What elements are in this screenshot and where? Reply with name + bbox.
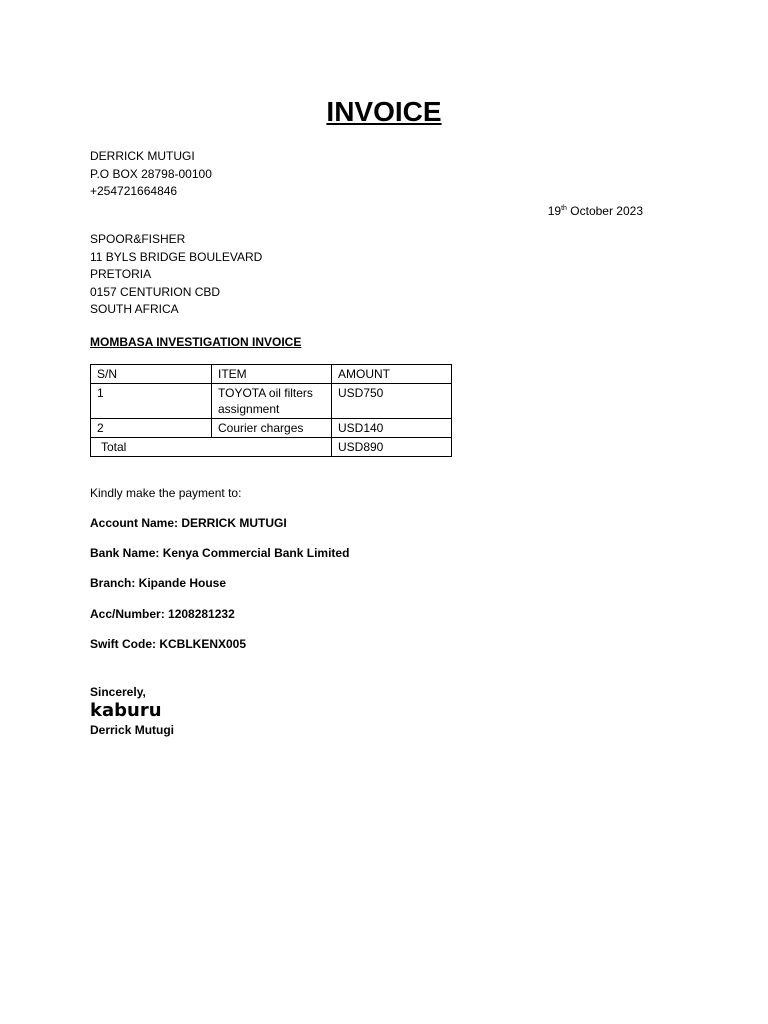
recipient-line-5: SOUTH AFRICA — [90, 302, 179, 316]
signature: kaburu — [90, 700, 162, 721]
bank-name: Bank Name: Kenya Commercial Bank Limited — [90, 546, 350, 560]
recipient-address — [90, 231, 262, 319]
row-1-sn: 1 — [91, 384, 212, 419]
recipient-line-1: SPOOR&FISHER — [90, 232, 186, 246]
row-1-item: TOYOTA oil filters assignment — [212, 384, 332, 419]
branch: Branch: Kipande House — [90, 576, 227, 590]
sender-po-box: P.O BOX 28798-00100 — [90, 166, 212, 181]
recipient-line-3: PRETORIA — [90, 267, 152, 281]
recipient-line-2: 11 BYLS BRIDGE BOULEVARD — [90, 249, 263, 264]
closing-sincerely: Sincerely, — [90, 685, 146, 699]
invoice-subject: MOMBASA INVESTIGATION INVOICE — [90, 335, 302, 349]
row-1-amount: USD750 — [332, 384, 452, 419]
invoice-date — [548, 200, 643, 220]
account-number: Acc/Number: 1208281232 — [90, 607, 235, 621]
table-header-row — [91, 365, 452, 384]
header-sn: S/N — [91, 365, 212, 384]
header-amount: AMOUNT — [332, 365, 452, 384]
date-rest: October 2023 — [570, 204, 643, 218]
account-name: Account Name: DERRICK MUTUGI — [90, 516, 287, 530]
invoice-title: INVOICE — [326, 96, 442, 127]
total-label: Total — [91, 438, 332, 457]
header-item: ITEM — [212, 365, 332, 384]
row-2-amount: USD140 — [332, 419, 452, 438]
date-suffix: th — [561, 205, 567, 212]
table-row — [91, 384, 452, 419]
invoice-table — [90, 364, 452, 457]
sender-address — [90, 148, 212, 201]
total-value: USD890 — [332, 438, 452, 457]
signatory-name: Derrick Mutugi — [90, 723, 175, 737]
sender-phone: +254721664846 — [90, 184, 178, 198]
table-row — [91, 419, 452, 438]
date-day: 19 — [547, 204, 562, 218]
payment-intro: Kindly make the payment to: — [90, 486, 242, 500]
table-total-row — [91, 438, 452, 457]
row-2-item: Courier charges — [212, 419, 332, 438]
swift-code: Swift Code: KCBLKENX005 — [90, 637, 247, 651]
recipient-line-4: 0157 CENTURION CBD — [90, 284, 221, 299]
row-2-sn: 2 — [91, 419, 212, 438]
sender-name: DERRICK MUTUGI — [90, 149, 195, 163]
